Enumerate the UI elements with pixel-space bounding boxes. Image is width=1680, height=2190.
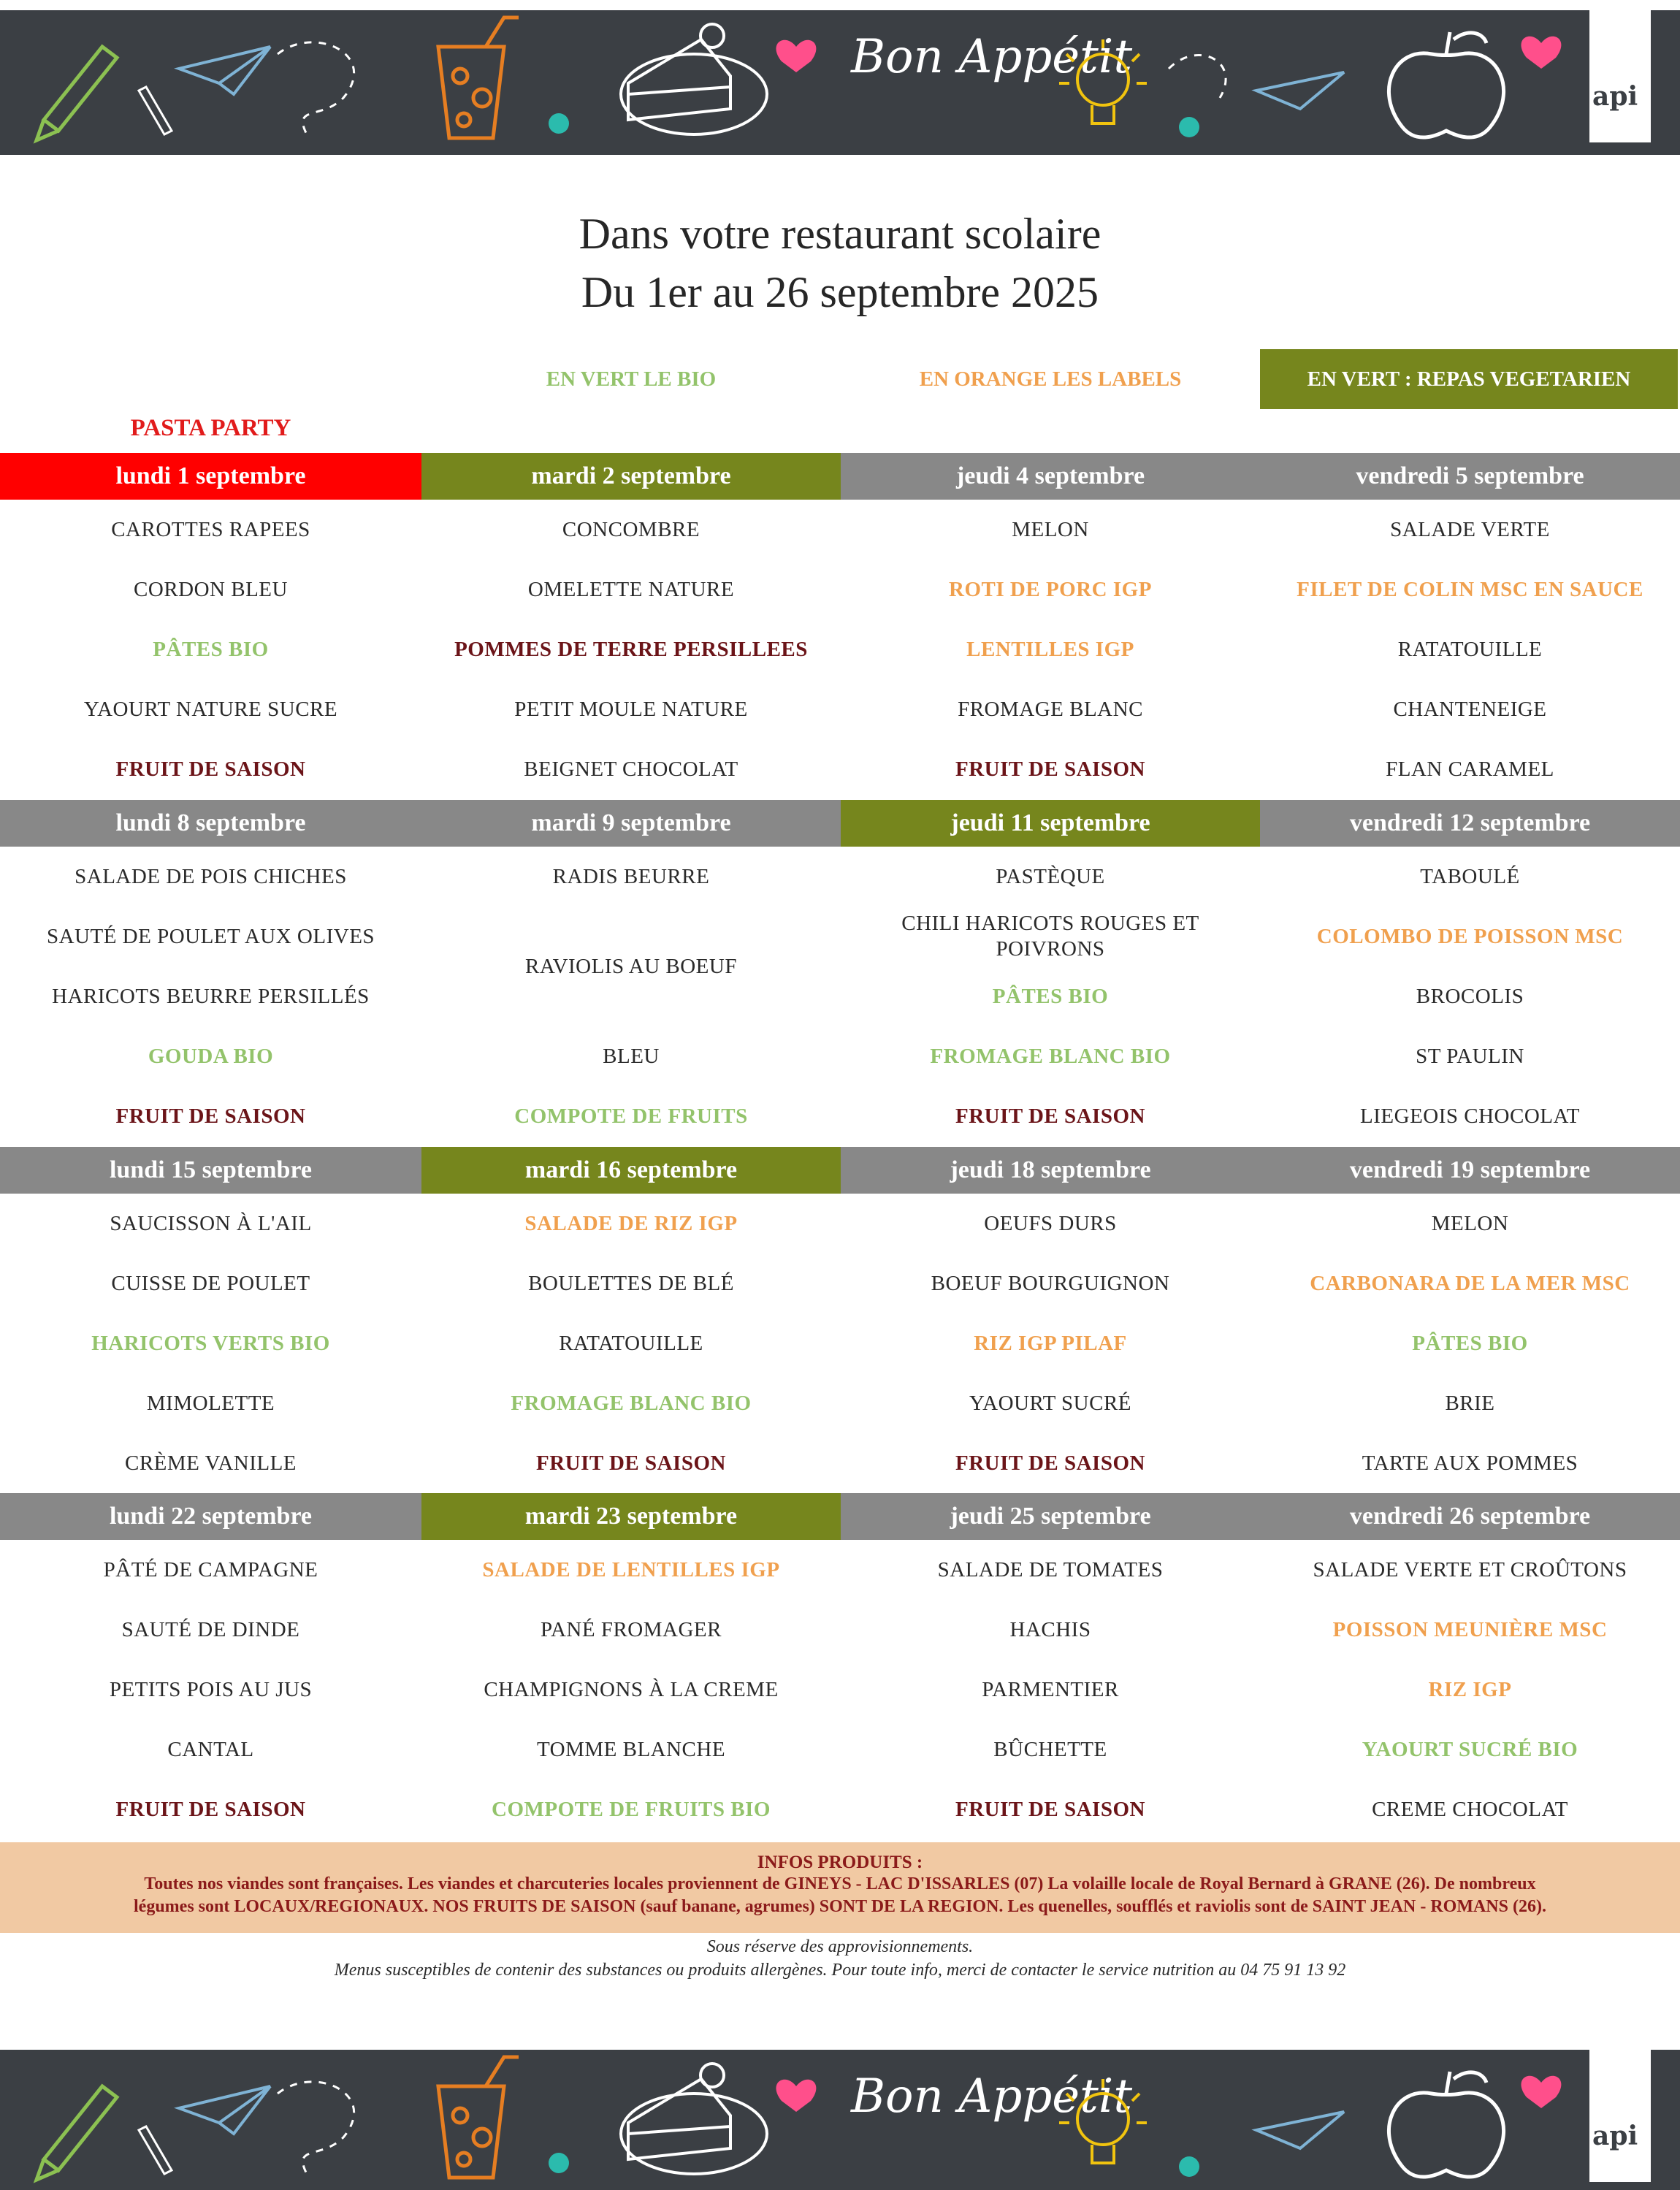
day-header: lundi 15 septembre: [0, 1147, 421, 1194]
menu-item: FRUIT DE SAISON: [536, 1451, 726, 1475]
day-header: jeudi 25 septembre: [841, 1493, 1260, 1540]
menu-item: BROCOLIS: [1416, 984, 1524, 1008]
note-supply: Sous réserve des approvisionnements.: [706, 1937, 974, 1956]
cake-slice-icon: [621, 24, 767, 134]
menu-item: FROMAGE BLANC: [958, 697, 1143, 721]
menu-item: CREME CHOCOLAT: [1372, 1797, 1568, 1821]
menu-item: FRUIT DE SAISON: [115, 757, 306, 781]
day-header: mardi 16 septembre: [421, 1147, 841, 1194]
menu-item: PETITS POIS AU JUS: [109, 1677, 313, 1701]
menu-item: CORDON BLEU: [134, 577, 288, 601]
menu-item: HARICOTS VERTS BIO: [91, 1331, 330, 1355]
page-subtitle: Du 1er au 26 septembre 2025: [581, 268, 1099, 316]
heart-icon-bottom-2: [1521, 2076, 1562, 2108]
menu-item: LENTILLES IGP: [966, 637, 1134, 661]
banner-doodles-bottom: [0, 2050, 1680, 2190]
legend-labels: EN ORANGE LES LABELS: [919, 367, 1182, 391]
menu-item: ROTI DE PORC IGP: [949, 577, 1152, 601]
menu-item: FRUIT DE SAISON: [955, 1797, 1145, 1821]
dashed-path: [278, 42, 354, 134]
menu-item: CANTAL: [167, 1737, 254, 1761]
paper-plane-icon-bottom-2: [1256, 2112, 1344, 2148]
menu-item: FLAN CARAMEL: [1386, 757, 1554, 781]
day-header: lundi 8 septembre: [0, 800, 421, 847]
menu-item: TARTE AUX POMMES: [1362, 1451, 1578, 1475]
dashed-path-2: [1169, 55, 1226, 98]
day-header: vendredi 5 septembre: [1260, 453, 1680, 500]
menu-item: FROMAGE BLANC BIO: [511, 1391, 752, 1415]
drink-glass-icon-bottom: [438, 2057, 519, 2178]
day-header: mardi 23 septembre: [421, 1493, 841, 1540]
api-logo-bottom: api: [1589, 2050, 1651, 2182]
pencil-icon: [37, 47, 117, 140]
paper-plane-icon: [179, 47, 270, 94]
menu-item: CHAMPIGNONS À LA CREME: [484, 1677, 779, 1701]
menu-item: PANÉ FROMAGER: [541, 1617, 722, 1641]
menu-item: HARICOTS BEURRE PERSILLÉS: [52, 984, 370, 1008]
menu-item: COLOMBO DE POISSON MSC: [1316, 924, 1624, 948]
menu-item: FRUIT DE SAISON: [115, 1797, 306, 1821]
flower-icon-2: [1179, 117, 1199, 137]
infos-line-2: légumes sont LOCAUX/REGIONAUX. NOS FRUITS DE SAISON (sauf banane, agrumes) SONT DE LA REGION. Les quenelles, soufflés et raviolis sont de SAINT JEAN - ROMANS (26).: [134, 1897, 1546, 1917]
menu-item: CAROTTES RAPEES: [111, 517, 310, 541]
legend-vegetarian: EN VERT : REPAS VEGETARIEN: [1260, 349, 1678, 409]
menu-item: HACHIS: [1009, 1617, 1091, 1641]
cake-slice-icon-bottom: [621, 2064, 767, 2174]
menu-item: CHANTENEIGE: [1393, 697, 1547, 721]
day-header: lundi 22 septembre: [0, 1493, 421, 1540]
menu-item: FRUIT DE SAISON: [955, 1104, 1145, 1128]
menu-item: SALADE DE RIZ IGP: [524, 1211, 738, 1235]
infos-produits-box: [0, 1842, 1680, 1933]
menu-item: SALADE VERTE: [1390, 517, 1550, 541]
day-header: jeudi 18 septembre: [841, 1147, 1260, 1194]
menu-item: PARMENTIER: [982, 1677, 1119, 1701]
menu-item: RAVIOLIS AU BOEUF: [525, 954, 737, 978]
brand-text-top: Bon Appétit: [851, 30, 1133, 84]
menu-item: SAUTÉ DE DINDE: [121, 1617, 300, 1641]
menu-item: POMMES DE TERRE PERSILLEES: [454, 637, 808, 661]
menu-item: SALADE DE POIS CHICHES: [75, 864, 347, 888]
flower-icon: [549, 113, 569, 134]
paper-plane-icon-2: [1256, 72, 1344, 109]
drink-glass-icon: [438, 18, 519, 138]
menu-item: RIZ IGP PILAF: [974, 1331, 1127, 1355]
menu-item: SALADE DE LENTILLES IGP: [482, 1557, 780, 1582]
menu-item: YAOURT SUCRÉ BIO: [1362, 1737, 1578, 1761]
brand-text-bottom: Bon Appétit: [851, 2069, 1133, 2124]
menu-item: TOMME BLANCHE: [536, 1737, 726, 1761]
menu-item: SAUCISSON À L'AIL: [110, 1211, 312, 1235]
note-allergens: Menus susceptibles de contenir des substances ou produits allergènes. Pour toute info, merci de contacter le service nutrition au 04 75 91 13 92: [334, 1961, 1346, 1980]
day-header: jeudi 11 septembre: [841, 800, 1260, 847]
apple-icon: [1389, 32, 1503, 137]
menu-item: CARBONARA DE LA MER MSC: [1310, 1271, 1630, 1295]
small-pencil-icon-bottom: [139, 2126, 172, 2174]
menu-item: COMPOTE DE FRUITS: [514, 1104, 748, 1128]
page-title: Dans votre restaurant scolaire: [579, 210, 1101, 258]
menu-item: FROMAGE BLANC BIO: [930, 1044, 1171, 1068]
menu-item: YAOURT NATURE SUCRE: [83, 697, 338, 721]
menu-item: POISSON MEUNIÈRE MSC: [1332, 1617, 1608, 1641]
menu-item: PETIT MOULE NATURE: [514, 697, 748, 721]
pasta-party-label: PASTA PARTY: [130, 415, 291, 441]
flower-icon-bottom-2: [1179, 2156, 1199, 2177]
menu-item: RATATOUILLE: [559, 1331, 703, 1355]
menu-item: BÛCHETTE: [993, 1737, 1107, 1761]
menu-item: CUISSE DE POULET: [111, 1271, 310, 1295]
menu-item: SALADE VERTE ET CROÛTONS: [1313, 1557, 1627, 1582]
flower-icon-bottom: [549, 2153, 569, 2173]
menu-item: BRIE: [1445, 1391, 1495, 1415]
menu-item: BOEUF BOURGUIGNON: [931, 1271, 1170, 1295]
menu-item: RIZ IGP: [1428, 1677, 1512, 1701]
menu-item: FILET DE COLIN MSC EN SAUCE: [1297, 577, 1643, 601]
menu-item: BLEU: [603, 1044, 660, 1068]
menu-item: CHILI HARICOTS ROUGES ET POIVRONS: [901, 912, 1199, 961]
menu-item: YAOURT SUCRÉ: [969, 1391, 1132, 1415]
api-logo: api: [1589, 10, 1651, 142]
day-header: vendredi 19 septembre: [1260, 1147, 1680, 1194]
heart-icon-2: [1521, 37, 1562, 69]
header-banner: [0, 10, 1680, 155]
paper-plane-icon-bottom: [179, 2086, 270, 2134]
menu-item: PÂTÉ DE CAMPAGNE: [103, 1557, 318, 1582]
day-header: vendredi 26 septembre: [1260, 1493, 1680, 1540]
menu-item: FRUIT DE SAISON: [955, 757, 1145, 781]
menu-item: MELON: [1431, 1211, 1509, 1235]
menu-item: GOUDA BIO: [148, 1044, 274, 1068]
footer-banner: [0, 2050, 1680, 2190]
menu-item: PÂTES BIO: [153, 637, 269, 661]
apple-icon-bottom: [1389, 2072, 1503, 2177]
menu-item: SAUTÉ DE POULET AUX OLIVES: [46, 924, 375, 948]
menu-item: CONCOMBRE: [562, 517, 700, 541]
day-header: jeudi 4 septembre: [841, 453, 1260, 500]
menu-item: RATATOUILLE: [1397, 637, 1543, 661]
menu-item: SALADE DE TOMATES: [937, 1557, 1164, 1582]
infos-heading: INFOS PRODUITS :: [757, 1853, 923, 1872]
pencil-icon-bottom: [37, 2086, 117, 2180]
menu-item: CRÈME VANILLE: [124, 1451, 297, 1475]
small-pencil-icon: [139, 87, 172, 134]
menu-item: COMPOTE DE FRUITS BIO: [492, 1797, 771, 1821]
legend-bio: EN VERT LE BIO: [546, 367, 717, 391]
menu-item: LIEGEOIS CHOCOLAT: [1360, 1104, 1580, 1128]
menu-item: TABOULÉ: [1420, 864, 1520, 888]
menu-item: BEIGNET CHOCOLAT: [524, 757, 738, 781]
menu-item: ST PAULIN: [1416, 1044, 1524, 1068]
heart-icon-bottom: [776, 2080, 817, 2112]
menu-item: FRUIT DE SAISON: [115, 1104, 306, 1128]
day-header: mardi 9 septembre: [421, 800, 841, 847]
dashed-path-bottom: [278, 2082, 354, 2174]
menu-item: OEUFS DURS: [984, 1211, 1117, 1235]
menu-item: FRUIT DE SAISON: [955, 1451, 1145, 1475]
day-header: vendredi 12 septembre: [1260, 800, 1680, 847]
menu-item: PASTÈQUE: [996, 864, 1105, 888]
menu-item: RADIS BEURRE: [552, 864, 710, 888]
menu-item: PÂTES BIO: [1412, 1331, 1528, 1355]
banner-doodles: [0, 10, 1680, 155]
menu-item: OMELETTE NATURE: [527, 577, 735, 601]
menu-item: MIMOLETTE: [146, 1391, 275, 1415]
menu-item: BOULETTES DE BLÉ: [528, 1271, 734, 1295]
menu-item: MELON: [1012, 517, 1089, 541]
heart-icon: [776, 40, 817, 72]
menu-item: PÂTES BIO: [992, 984, 1109, 1008]
infos-line-1: Toutes nos viandes sont françaises. Les viandes et charcuteries locales proviennent de GINEYS - LAC D'ISSARLES (07) La volaille locale de Royal Bernard à GRANE (26). De nombreux: [144, 1874, 1536, 1893]
day-header: mardi 2 septembre: [421, 453, 841, 500]
day-header: lundi 1 septembre: [0, 453, 421, 500]
